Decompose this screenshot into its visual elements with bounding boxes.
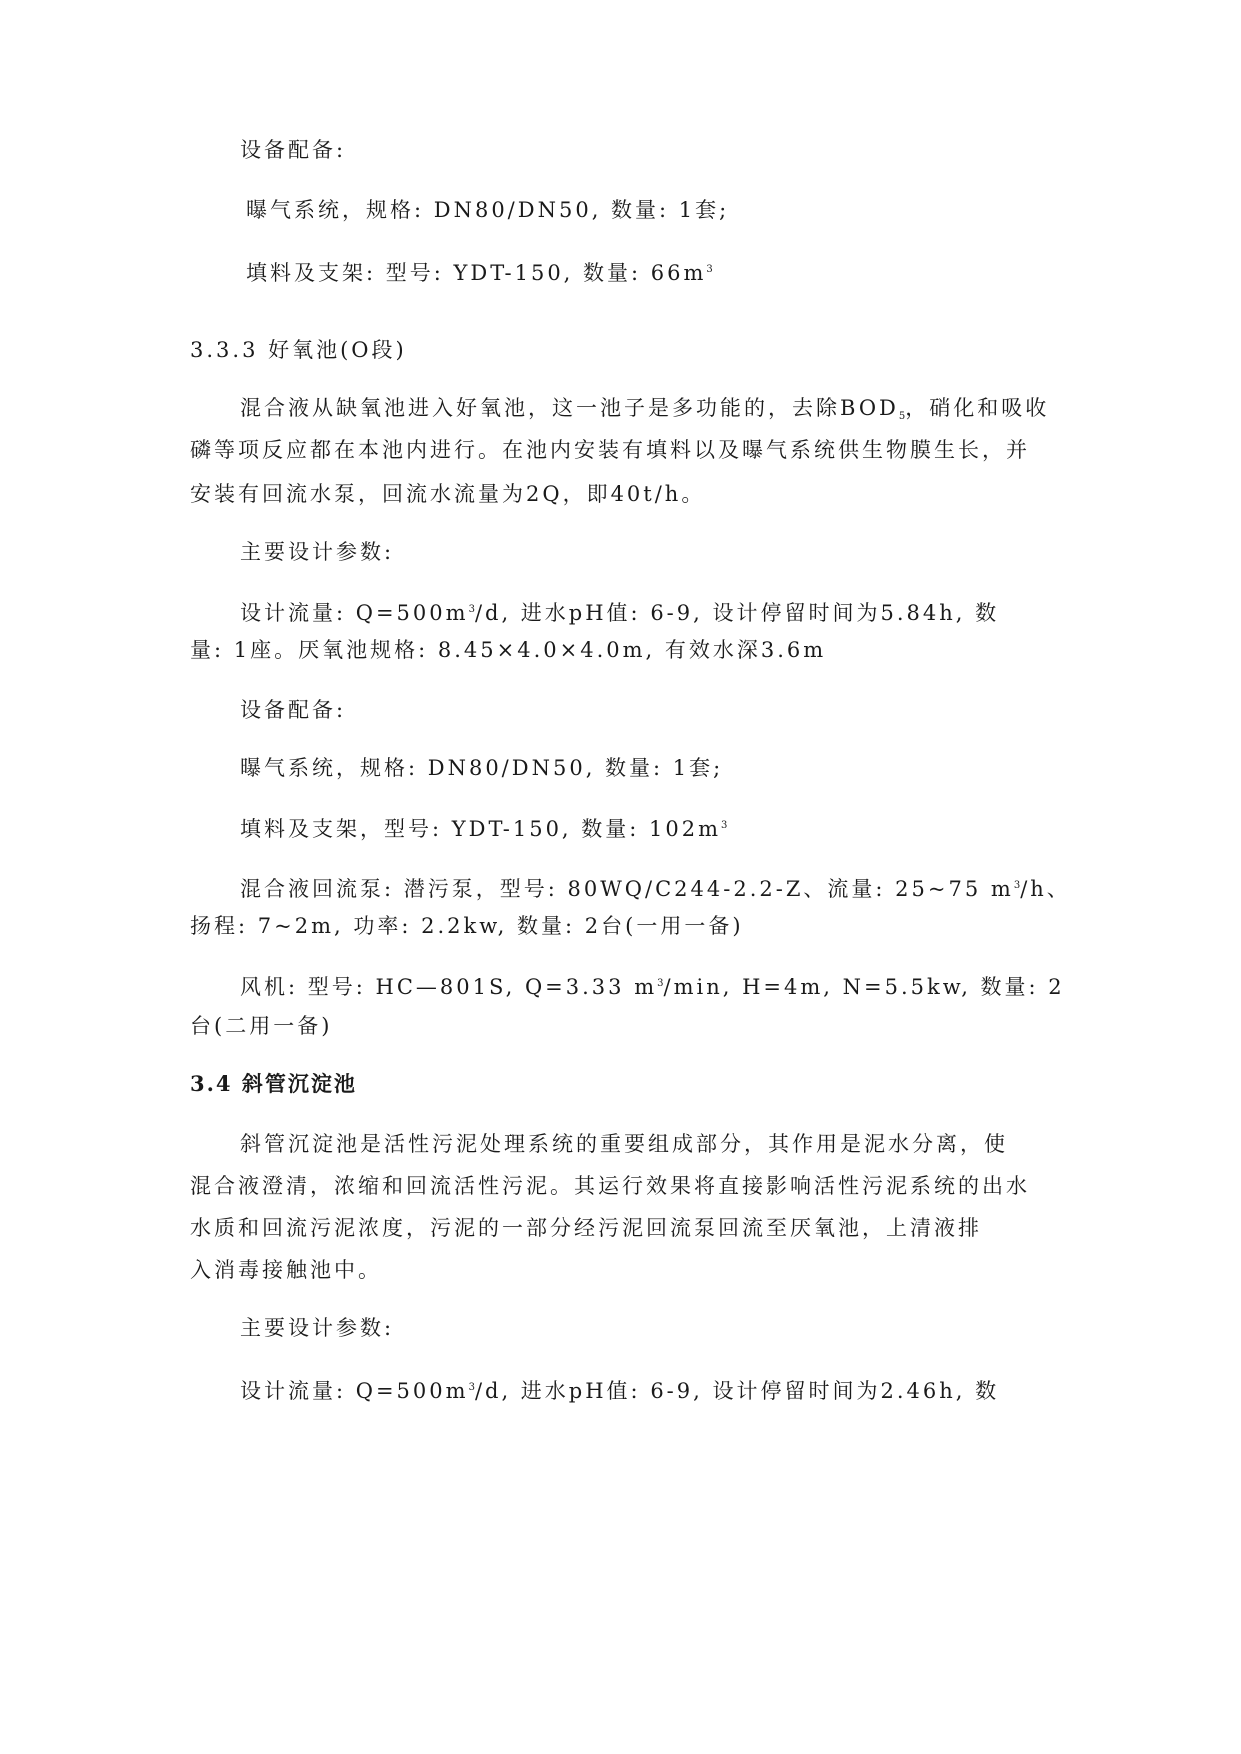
params-line: 量: 1座。厌氧池规格: 8.45×4.0×4.0m, 有效水深3.6m: [190, 638, 827, 662]
pump-spec-text: 混合液回流泵: 潜污泵，型号: 80WQ/C244-2.2-Z、流量: 25~75 m: [240, 877, 1014, 901]
equipment-heading: 设备配备:: [240, 698, 347, 722]
params-text: /d, 进水pH值: 6-9, 设计停留时间为2.46h, 数: [474, 1379, 1000, 1403]
paragraph-line: 安装有回流水泵，回流水流量为2Q，即40t/h。: [190, 482, 706, 506]
paragraph-line: 水质和回流污泥浓度，污泥的一部分经污泥回流泵回流至厌氧池，上清液排: [190, 1216, 982, 1240]
paragraph-line: 斜管沉淀池是活性污泥处理系统的重要组成部分，其作用是泥水分离，使: [240, 1132, 1008, 1156]
section-heading-333: 3.3.3 好氧池(O段): [190, 338, 407, 362]
paragraph-text: 混合液从缺氧池进入好氧池，这一池子是多功能的，去除BOD: [240, 396, 899, 420]
superscript: 3: [706, 264, 713, 275]
filler-spec: [240, 812, 727, 843]
fan-spec-text: /min, H=4m, N=5.5kw, 数量: 2: [663, 975, 1065, 999]
filler-spec: [246, 256, 713, 287]
equipment-heading: 设备配备:: [240, 138, 347, 162]
params-heading: 主要设计参数:: [240, 540, 395, 564]
superscript: 3: [657, 978, 664, 989]
aeration-spec: 曝气系统，规格: DN80/DN50, 数量: 1套;: [240, 756, 724, 780]
section-heading-34: 3.4 斜管沉淀池: [190, 1071, 357, 1096]
paragraph-line: 磷等项反应都在本池内进行。在池内安装有填料以及曝气系统供生物膜生长，并: [190, 438, 1030, 462]
params-line: [240, 1374, 999, 1405]
subscript: 5: [898, 411, 906, 422]
pump-spec: [240, 872, 1071, 903]
paragraph-line: 混合液澄清，浓缩和回流活性污泥。其运行效果将直接影响活性污泥系统的出水: [190, 1174, 1030, 1198]
superscript: 3: [1013, 880, 1021, 891]
filler-spec-text: 填料及支架，型号: YDT-150, 数量: 102m: [240, 817, 722, 841]
paragraph-text: ，硝化和吸收: [905, 396, 1050, 420]
params-text: /d, 进水pH值: 6-9, 设计停留时间为5.84h, 数: [474, 601, 1000, 625]
superscript: 3: [468, 1382, 475, 1393]
params-text: 设计流量: Q=500m: [240, 1379, 469, 1403]
params-line: [240, 596, 999, 627]
superscript: 3: [721, 820, 728, 831]
fan-spec: [240, 970, 1065, 1001]
fan-spec: 台(二用一备): [190, 1014, 333, 1038]
paragraph-line: [240, 394, 1049, 431]
params-heading: 主要设计参数:: [240, 1316, 395, 1340]
paragraph-line: 入消毒接触池中。: [190, 1258, 382, 1282]
pump-spec: 扬程: 7~2m, 功率: 2.2kw, 数量: 2台(一用一备): [190, 914, 744, 938]
filler-spec-text: 填料及支架: 型号: YDT-150, 数量: 66m: [246, 261, 707, 285]
fan-spec-text: 风机: 型号: HC—801S, Q=3.33 m: [240, 975, 658, 999]
superscript: 3: [468, 604, 475, 615]
pump-spec-text: /h、: [1020, 877, 1071, 901]
aeration-spec: 曝气系统，规格: DN80/DN50, 数量: 1套;: [246, 198, 730, 222]
params-text: 设计流量: Q=500m: [240, 601, 469, 625]
